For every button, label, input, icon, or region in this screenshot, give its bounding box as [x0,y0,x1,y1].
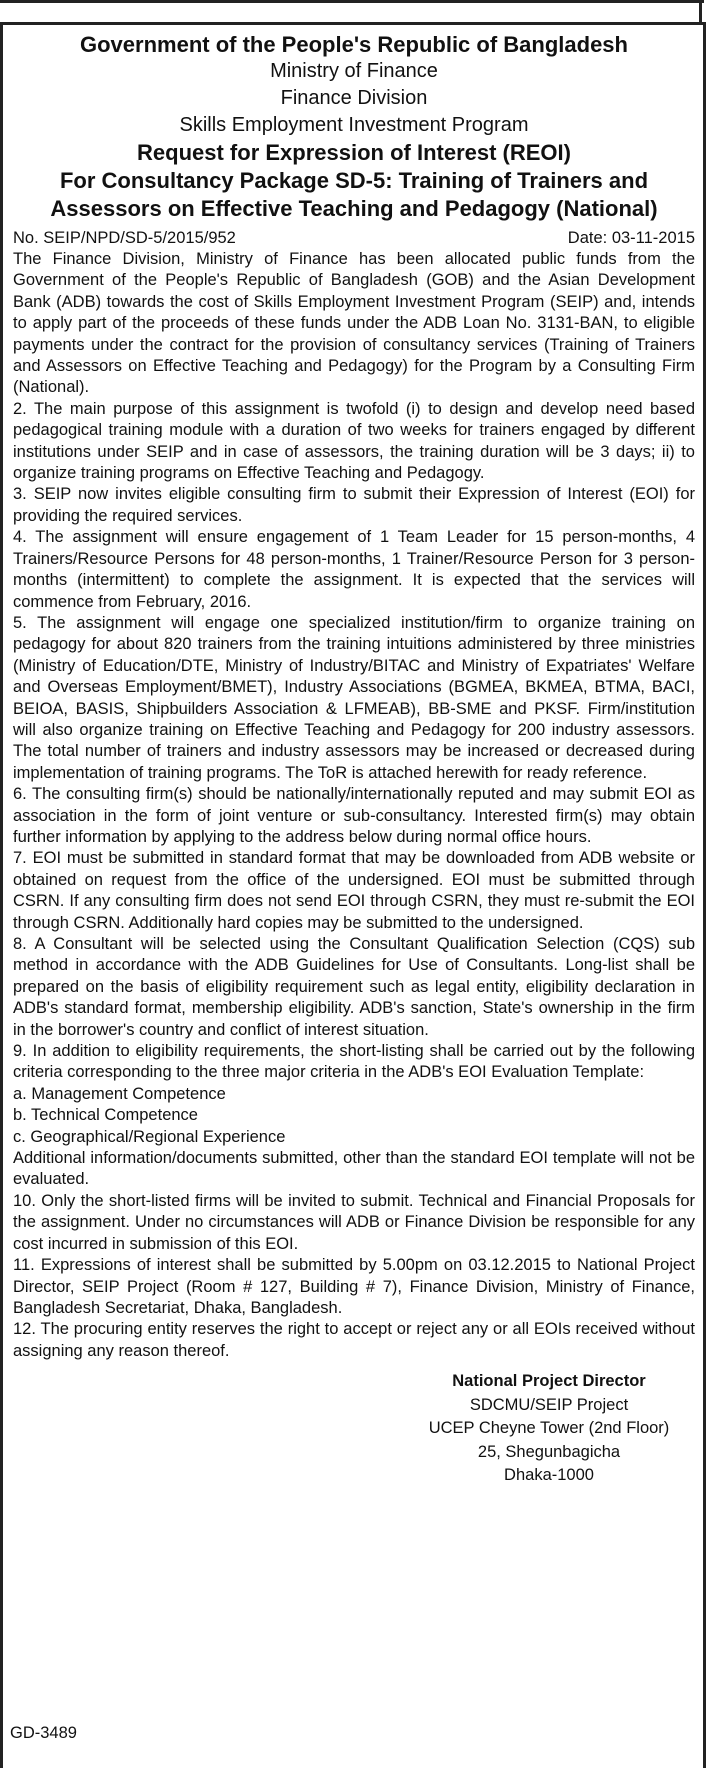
reference-line [13,227,695,249]
paragraph-1: The Finance Division, Ministry of Finance has been allocated public funds from the Government of the People's Republic of Bangladesh (GOB) and the Asian Development Bank (ADB) towards the cost of Skills Employment Investment Program (SEIP) and, intends to apply part of the proceeds of these funds under the ADB Loan No. 3131-BAN, to eligible payments under the contract for the provision of consultancy services (Training of Trainers and Assessors on Effective Teaching and Pedagogy) for the Program by a Consulting Firm (National). [13,250,695,397]
paragraph-8: 8. A Consultant will be selected using the Consultant Qualification Selection (CQS) sub method in accordance with the ADB Guidelines for Use of Consultants. Long-list shall be prepared on the basis of eligibility requirement such as legal entity, eligibility declaration in ADB's standard format, membership eligibility. ADB's sanction, State's ownership in the firm in the borrower's country and conflict of interest situation. [13,935,695,1039]
top-rule [0,0,704,3]
division-name: Finance Division [280,87,428,109]
criteria-item: b. Technical Competence [13,1106,198,1125]
top-edge-right [699,0,702,22]
address-line: Dhaka-1000 [504,1466,594,1485]
address-line: SDCMU/SEIP Project [469,1395,629,1414]
notice-body [13,249,695,1362]
reoi-notice [0,22,706,1768]
paragraph-10: 10. Only the short-listed firms will be invited to submit. Technical and Financial Proposals for the assignment. Under no circumstances will ADB or Finance Division be responsible for any cost incurred in submission of this EOI. [13,1191,695,1253]
reference-number: No. SEIP/NPD/SD-5/2015/952 [13,229,236,247]
paragraph-2: 2. The main purpose of this assignment is twofold (i) to design and develop need based pedagogical training module with a duration of two weeks for trainers engaged by different institutions under SEIP and in case of assessors, the training duration will be 3 days; ii) to organize training programs on Effective Teaching and Pedagogy. [13,399,695,483]
paragraph-11: 11. Expressions of interest shall be submitted by 5.00pm on 03.12.2015 to National Project Director, SEIP Project (Room # 127, Building # 7), Finance Division, Ministry of Finance, Bangladesh Secretariat, Dhaka, Bangladesh. [13,1256,695,1317]
reoi-title: Request for Expression of Interest (REOI) [137,140,571,165]
program-name: Skills Employment Investment Program [179,114,529,136]
address-line: UCEP Cheyne Tower (2nd Floor) [428,1419,670,1438]
paragraph-12: 12. The procuring entity reserves the right to accept or reject any or all EOIs received without assigning any reason thereof. [13,1320,695,1360]
signatory-title: National Project Director [452,1372,646,1391]
paragraph-5: 5. The assignment will engage one specialized institution/firm to organize training on pedagogy for about 820 trainers from the training intuitions administered by three ministries (Ministry of Education/DTE, Ministry of Industry/BITAC and Ministry of Expatriates' Welfare and Overseas Employment/BMET), Industry Associations (BGMEA, BKMEA, BTMA, BACI, BEIOA, BASIS, Shipbuilders Association & LFMEAB), BB-SME and PKSF. Firm/institution will also organize training on Effective Teaching and Pedagogy for 200 industry assessors. The total number of trainers and industry assessors may be increased or decreased during implementation of training programs. The ToR is attached herewith for ready reference. [13,613,695,782]
criteria-item: a. Management Competence [13,1084,226,1103]
additional-info-note: Additional information/documents submitted, other than the standard EOI template will not be evaluated. [13,1149,695,1189]
notice-date: Date: 03-11-2015 [567,229,695,247]
ministry-name: Ministry of Finance [270,60,438,82]
paragraph-9: 9. In addition to eligibility requirements, the short-listing shall be carried out by the following criteria corresponding to the three major criteria in the ADB's EOI Evaluation Template: [13,1042,695,1082]
paragraph-4: 4. The assignment will ensure engagement of 1 Team Leader for 15 person-months, 4 Trainers/Resource Persons for 48 person-months, 1 Trainer/Resource Person for 3 person-months (intermittent) to complete the assignment. It is expected that the services will commence from February, 2016. [13,528,695,611]
paragraph-7: 7. EOI must be submitted in standard format that may be downloaded from ADB website or obtained on request from the office of the undersigned. EOI must be submitted through CSRN. If any consulting firm does not send EOI through CSRN, they must re-submit the EOI through CSRN. Additionally hard copies may be submitted to the undersigned. [13,849,695,932]
notice-header [13,31,695,223]
criteria-item: c. Geographical/Regional Experience [13,1127,286,1146]
gd-number: GD-3489 [10,1724,77,1742]
package-title: For Consultancy Package SD-5: Training of Trainers and Assessors on Effective Teaching and Pedagogy (National) [50,168,658,221]
signature-block [403,1370,695,1488]
criteria-list [13,1084,695,1148]
address-line: 25, Shegunbagicha [477,1442,621,1461]
government-name: Government of the People's Republic of Bangladesh [80,32,628,57]
paragraph-3: 3. SEIP now invites eligible consulting firm to submit their Expression of Interest (EOI) for providing the required services. [13,485,695,525]
paragraph-6: 6. The consulting firm(s) should be nationally/internationally reputed and may submit EOI as association in the form of joint venture or sub-consultancy. Interested firm(s) may obtain further information by applying to the address below during normal office hours. [13,785,695,846]
